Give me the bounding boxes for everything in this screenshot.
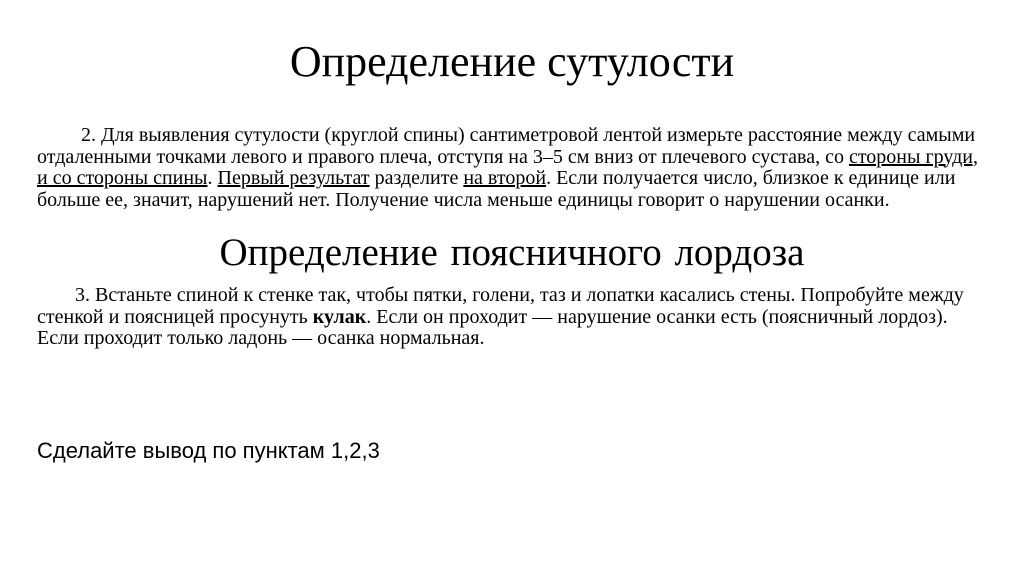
underlined-first-result: Первый результат: [217, 167, 370, 189]
posture-text-part-2: .: [207, 167, 218, 189]
posture-text-part-3: разделите: [369, 167, 464, 189]
paragraph-lordosis-test: [37, 285, 992, 350]
conclusion-text: Сделайте вывод по пунктам 1,2,3: [37, 438, 380, 463]
posture-text-part-1: 2. Для выявления сутулости (круглой спины) сантиметровой лентой измерьте расстояние между самыми отдаленными точками левого и правого плеча, отступя на 3–5 см вниз от плечевого сустава, со: [37, 124, 976, 168]
underlined-chest-back: стороны груди, и со стороны спины: [37, 145, 979, 189]
slide-title-lordosis: Определение поясничного лордоза: [219, 231, 805, 274]
lordosis-text-part-2: . Если он проходит — нарушение осанки есть (поясничный лордоз). Если проходит только ладонь — осанка нормальная.: [37, 305, 948, 349]
posture-text-part-4: . Если получается число, близкое к единице или больше ее, значит, нарушений нет. Получение числа меньше единицы говорит о нарушении осанки.: [37, 167, 956, 211]
slide-title-posture: Определение сутулости: [289, 37, 735, 86]
underlined-second: на второй: [463, 167, 547, 189]
lordosis-text-part-1: 3. Встаньте спиной к стенке так, чтобы пятки, голени, таз и лопатки касались стены. Попробуйте между стенкой и поясницей просунуть: [37, 284, 964, 328]
paragraph-posture-test: [37, 125, 992, 211]
bold-fist: кулак: [312, 305, 367, 328]
